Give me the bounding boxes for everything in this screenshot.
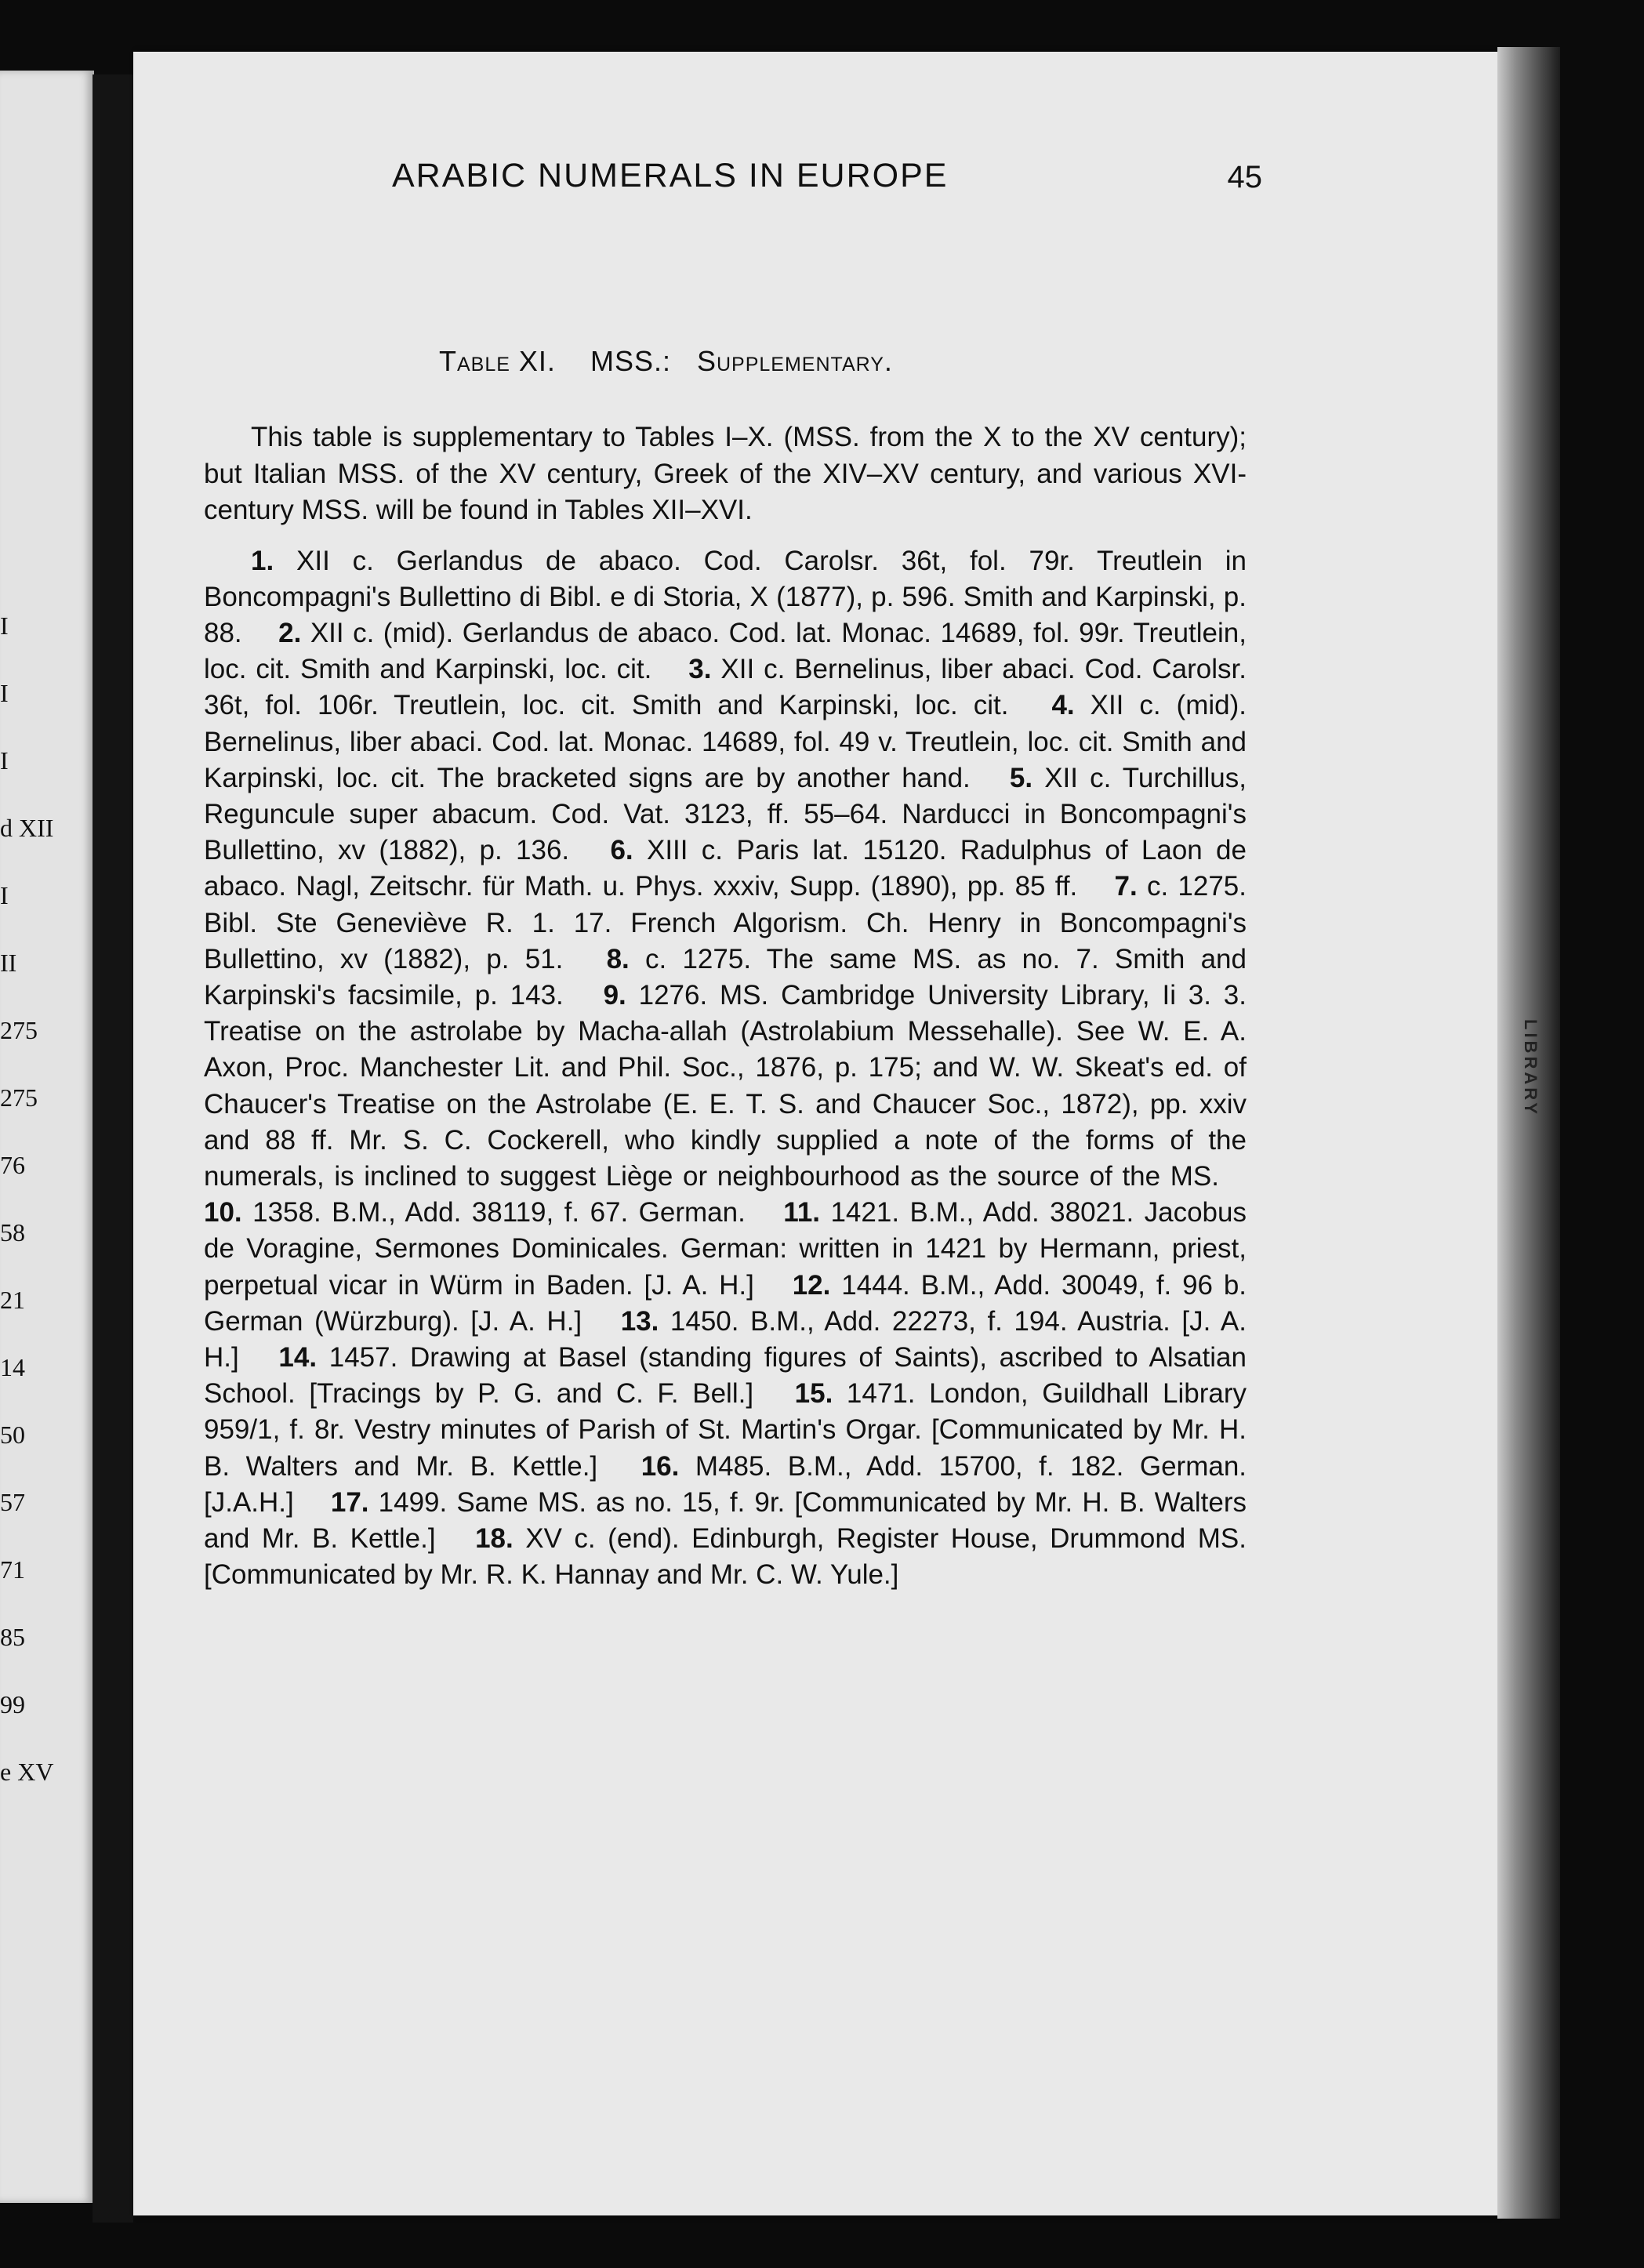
entry-text: 1276. MS. Cambridge University Library, Ii 3. 3. Treatise on the astrolabe by Macha-allah (Astrolabium Messehalle). See W. E. A. Axon, Proc. Manchester Lit. and Phil. Soc., 1876, p. 175; and W. W. Skeat's ed. of Chaucer's Treatise on the Astrolabe (E. E. T. S. and Chaucer Soc., 1872), pp. xxiv and 88 ff. Mr. S. C. Cockerell, who kindly supplied a note of the forms of the numerals, is inclined to suggest Liège or neighbourhood as the source of the MS. bbox=[204, 979, 1247, 1192]
left-page-fragment: I bbox=[0, 611, 9, 640]
book-gutter bbox=[93, 74, 133, 2223]
entry-text: XII c. Turchillus, Reguncule super abacum. Cod. Vat. 3123, ff. 55–64. Narducci in Boncompagni's Bullettino, xv (1882), p. 136. bbox=[204, 762, 1247, 866]
entries-paragraph bbox=[204, 543, 1247, 1594]
entry-text: c. 1275. Bibl. Ste Geneviève R. 1. 17. French Algorism. Ch. Henry in Boncompagni's Bullettino, xv (1882), p. 51. bbox=[204, 871, 1247, 974]
left-page-fragment: 21 bbox=[0, 1286, 25, 1314]
left-page-fragment: I bbox=[0, 679, 9, 707]
entry-number: 9. bbox=[603, 979, 626, 1011]
intro-paragraph: This table is supplementary to Tables I–X. (MSS. from the X to the XV century); but Italian MSS. of the XV century, Greek of the XIV–XV century, and various XVI-century MSS. will be found in Tables XII–XVI. bbox=[204, 422, 1247, 525]
page-number: 45 bbox=[1227, 160, 1262, 194]
table-heading bbox=[439, 345, 893, 378]
table-number: Table XI. bbox=[439, 345, 556, 377]
table-label: MSS.: bbox=[590, 345, 671, 377]
entry-text: M485. B.M., Add. 15700, f. 182. German. [J.A.H.] bbox=[204, 1450, 1247, 1518]
entry-number: 16. bbox=[641, 1450, 680, 1482]
left-page-fragment: II bbox=[0, 949, 17, 977]
entry-number: 5. bbox=[1009, 762, 1033, 793]
left-page-fragment: 76 bbox=[0, 1151, 25, 1179]
entry-text: 1471. London, Guildhall Library 959/1, f. 8r. Vestry minutes of Parish of St. Martin's Orgar. [Communicated by Mr. H. B. Walters and Mr. B. Kettle.] bbox=[204, 1378, 1247, 1482]
left-page-fragment: 57 bbox=[0, 1488, 25, 1516]
entry-text: 1457. Drawing at Basel (standing figures of Saints), ascribed to Alsatian School. [Tracings by P. G. and C. F. Bell.] bbox=[204, 1341, 1247, 1410]
entry-text: c. 1275. The same MS. as no. 7. Smith and Karpinski's facsimile, p. 143. bbox=[204, 943, 1247, 1011]
entry-text: XII c. Bernelinus, liber abaci. Cod. Carolsr. 36t, fol. 106r. Treutlein, loc. cit. Smith and Karpinski, loc. cit. bbox=[204, 654, 1247, 721]
entry-10 bbox=[204, 1197, 746, 1228]
left-page-fragment: 14 bbox=[0, 1353, 25, 1381]
left-page-fragment: 85 bbox=[0, 1623, 25, 1651]
left-page-fragment: I bbox=[0, 746, 9, 775]
left-page-fragment: e XV bbox=[0, 1758, 54, 1786]
entry-number: 18. bbox=[475, 1522, 514, 1554]
running-head bbox=[259, 157, 1341, 212]
page-body bbox=[204, 419, 1247, 1593]
entry-text: 1499. Same MS. as no. 15, f. 9r. [Communicated by Mr. H. B. Walters and Mr. B. Kettle.] bbox=[204, 1486, 1247, 1554]
left-page-fragment: 275 bbox=[0, 1016, 38, 1044]
entry-number: 12. bbox=[792, 1269, 831, 1301]
entry-text: XII c. Gerlandus de abaco. Cod. Carolsr. 36t, fol. 79r. Treutlein in Boncompagni's Bullettino di Bibl. e di Storia, X (1877), p. 596. Smith and Karpinski, p. 88. bbox=[204, 545, 1247, 648]
left-page-fragment: 50 bbox=[0, 1421, 25, 1449]
entry-number: 17. bbox=[330, 1486, 369, 1518]
entry-9 bbox=[204, 980, 1247, 1192]
entry-number: 2. bbox=[278, 617, 302, 648]
left-page-fragment: d XII bbox=[0, 814, 54, 842]
spine-label: LIBRARY bbox=[1521, 1019, 1541, 1117]
entry-number: 11. bbox=[783, 1197, 821, 1228]
entry-number: 7. bbox=[1114, 871, 1138, 902]
left-page-fragment: 99 bbox=[0, 1690, 25, 1718]
entry-number: 4. bbox=[1051, 690, 1075, 721]
entry-number: 1. bbox=[251, 545, 274, 576]
left-page-fragment: I bbox=[0, 881, 9, 909]
entry-number: 3. bbox=[688, 654, 712, 685]
table-kind: Supplementary. bbox=[696, 345, 893, 377]
left-page-fragment: 71 bbox=[0, 1555, 25, 1584]
entry-text: XII c. (mid). Gerlandus de abaco. Cod. lat. Monac. 14689, fol. 99r. Treutlein, loc. cit. Smith and Karpinski, loc. cit. bbox=[204, 617, 1247, 685]
book-spine-edge bbox=[1497, 47, 1560, 2219]
entry-text: 1358. B.M., Add. 38119, f. 67. German. bbox=[241, 1197, 746, 1228]
left-page-fragment: 275 bbox=[0, 1083, 38, 1112]
running-title: ARABIC NUMERALS IN EUROPE bbox=[392, 157, 949, 194]
entry-text: XII c. (mid). Bernelinus, liber abaci. Cod. lat. Monac. 14689, fol. 49 v. Treutlein, loc. cit. Smith and Karpinski, loc. cit. The bracketed signs are by another hand. bbox=[204, 690, 1247, 793]
entry-number: 6. bbox=[610, 835, 633, 866]
entry-number: 10. bbox=[204, 1197, 242, 1228]
entry-text: 1450. B.M., Add. 22273, f. 194. Austria. [J. A. H.] bbox=[204, 1305, 1247, 1373]
entry-text: XIII c. Paris lat. 15120. Radulphus of Laon de abaco. Nagl, Zeitschr. für Math. u. Phys. xxxiv, Supp. (1890), pp. 85 ff. bbox=[204, 835, 1247, 902]
left-page-fragment: 58 bbox=[0, 1218, 25, 1246]
left-page-text-fragments bbox=[0, 611, 94, 1825]
entry-text: 1421. B.M., Add. 38021. Jacobus de Voragine, Sermones Dominicales. German: written in 1421 by Hermann, priest, perpetual vicar in Würm in Baden. [J. A. H.] bbox=[204, 1197, 1247, 1301]
entry-text: XV c. (end). Edinburgh, Register House, Drummond MS. [Communicated by Mr. R. K. Hannay and Mr. C. W. Yule.] bbox=[204, 1522, 1247, 1591]
entry-text: 1444. B.M., Add. 30049, f. 96 b. German (Würzburg). [J. A. H.] bbox=[204, 1269, 1247, 1337]
entry-number: 15. bbox=[794, 1378, 833, 1410]
left-facing-page bbox=[0, 71, 94, 2203]
entry-number: 14. bbox=[278, 1341, 318, 1373]
entry-number: 13. bbox=[620, 1305, 659, 1337]
entry-number: 8. bbox=[606, 943, 630, 974]
